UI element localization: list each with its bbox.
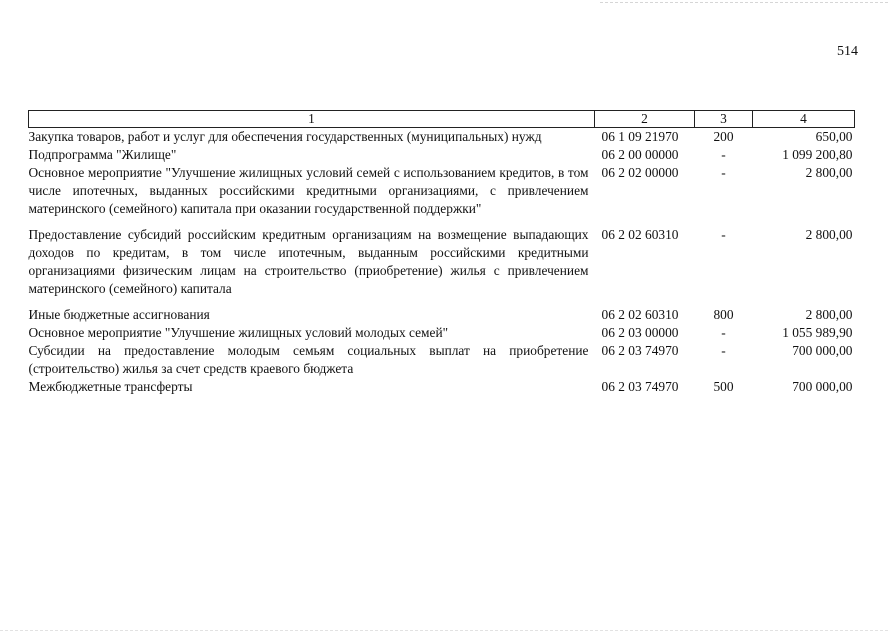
table-header-row xyxy=(29,111,855,128)
row-name: Предоставление субсидий российским кредитным организациям на возмещение выпадающих доходов по кредитам, в том числе ипотечным, выданным российскими кредитными организациями физическим лицам на строительство (приобретение) жилья с привлечением материнского (семейного) капитала xyxy=(28,227,589,296)
row-amount: 700 000,00 xyxy=(792,379,853,394)
row-code: 06 2 00 00000 xyxy=(601,147,679,162)
row-code: 06 2 02 60310 xyxy=(601,227,679,242)
row-name: Субсидии на предоставление молодым семьям социальных выплат на приобретение (строительство) жилья за счет средств краевого бюджета xyxy=(28,343,589,376)
column-header-3: 3 xyxy=(695,111,753,128)
row-code: 06 2 02 60310 xyxy=(601,307,679,322)
table-row xyxy=(29,128,855,147)
row-type: - xyxy=(721,343,726,358)
row-type: - xyxy=(721,165,726,180)
row-amount: 700 000,00 xyxy=(792,343,853,358)
table-row xyxy=(29,324,855,342)
column-header-4: 4 xyxy=(753,111,855,128)
scan-edge-top xyxy=(600,2,888,3)
row-code: 06 2 02 00000 xyxy=(601,165,679,180)
row-amount: 1 099 200,80 xyxy=(782,147,853,162)
page-number: 514 xyxy=(837,44,858,59)
row-amount: 2 800,00 xyxy=(805,307,853,322)
table-row xyxy=(29,342,855,378)
table-row xyxy=(29,164,855,226)
table-row xyxy=(29,226,855,306)
row-code: 06 2 03 00000 xyxy=(601,325,679,340)
row-type: 800 xyxy=(713,307,734,322)
row-code: 06 2 03 74970 xyxy=(601,343,679,358)
row-amount: 650,00 xyxy=(815,129,853,144)
table-row xyxy=(29,146,855,164)
scan-edge-bottom xyxy=(0,630,888,631)
row-type: - xyxy=(721,325,726,340)
row-type: 200 xyxy=(713,129,734,144)
row-type: - xyxy=(721,147,726,162)
row-code: 06 2 03 74970 xyxy=(601,379,679,394)
column-header-1: 1 xyxy=(29,111,595,128)
budget-table xyxy=(28,110,855,396)
column-header-2: 2 xyxy=(595,111,695,128)
row-code: 06 1 09 21970 xyxy=(601,129,679,144)
row-type: 500 xyxy=(713,379,734,394)
row-type: - xyxy=(721,227,726,242)
row-amount: 2 800,00 xyxy=(805,165,853,180)
row-name: Закупка товаров, работ и услуг для обеспечения государственных (муниципальных) нужд xyxy=(28,129,542,144)
table-row xyxy=(29,306,855,324)
row-name: Подпрограмма "Жилище" xyxy=(28,147,177,162)
row-name: Межбюджетные трансферты xyxy=(28,379,193,394)
row-amount: 1 055 989,90 xyxy=(782,325,853,340)
row-name: Основное мероприятие "Улучшение жилищных условий семей с использованием кредитов, в том числе ипотечных, выданных российскими кредитными организациями, с привлечением материнского (семейного) капитала при оказании государственной поддержки" xyxy=(28,165,589,216)
table-row xyxy=(29,378,855,396)
row-name: Основное мероприятие "Улучшение жилищных условий молодых семей" xyxy=(28,325,449,340)
row-name: Иные бюджетные ассигнования xyxy=(28,307,210,322)
row-amount: 2 800,00 xyxy=(805,227,853,242)
